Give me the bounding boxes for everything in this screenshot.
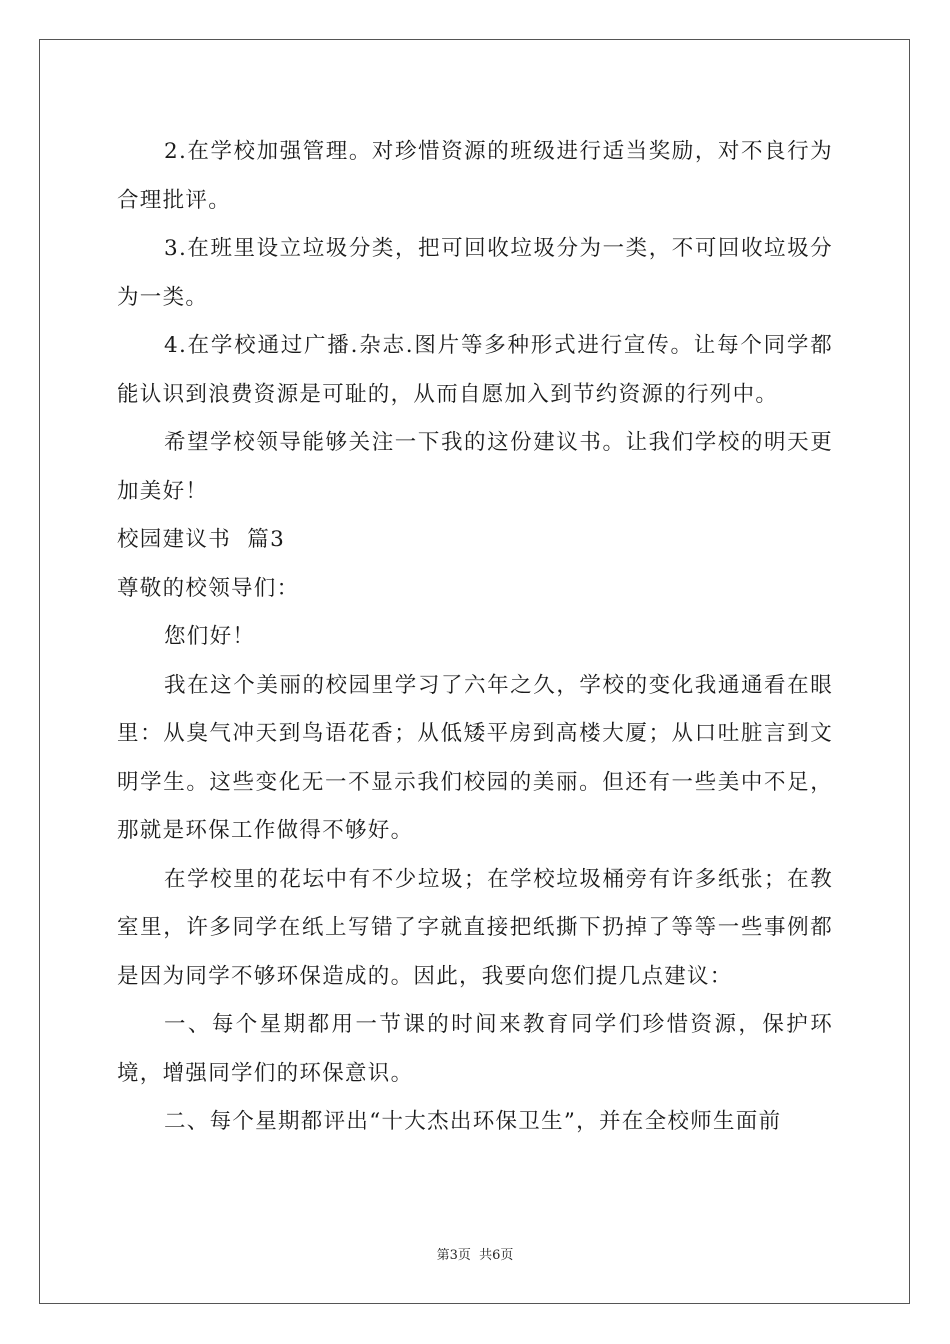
paragraph-suggestion-4: 4.在学校通过广播.杂志.图片等多种形式进行宣传。让每个同学都能认识到浪费资源是可耻的，从而自愿加入到节约资源的行列中。	[117, 333, 833, 407]
page-total: 共6页	[479, 1248, 514, 1263]
paragraph-body-2: 在学校里的花坛中有不少垃圾；在学校垃圾桶旁有许多纸张；在教室里，许多同学在纸上写错了字就直接把纸撕下扔掉了等等一些事例都是因为同学不够环保造成的。因此，我要向您们提几点建议：	[117, 866, 833, 989]
salutation: 尊敬的校领导们：	[117, 575, 300, 601]
paragraph-suggestion-3: 3.在班里设立垃圾分类，把可回收垃圾分为一类，不可回收垃圾分为一类。	[117, 236, 833, 310]
paragraph-suggestion-2: 2.在学校加强管理。对珍惜资源的班级进行适当奖励，对不良行为合理批评。	[117, 139, 833, 213]
paragraph-body-1: 我在这个美丽的校园里学习了六年之久，学校的变化我通通看在眼里：从臭气冲天到鸟语花香；从低矮平房到高楼大厦；从口吐脏言到文明学生。这些变化无一不显示我们校园的美丽。但还有一些美中不足，那就是环保工作做得不够好。	[117, 672, 833, 843]
page-number: 第3页	[436, 1248, 471, 1263]
page-footer	[0, 1244, 950, 1263]
paragraph-body-3: 一、每个星期都用一节课的时间来教育同学们珍惜资源，保护环境，增强同学们的环保意识。	[117, 1012, 833, 1086]
greeting: 您们好！	[164, 624, 256, 649]
paragraph-closing: 希望学校领导能够关注一下我的这份建议书。让我们学校的明天更加美好！	[117, 430, 833, 504]
paragraph-body-4: 二、每个星期都评出“十大杰出环保卫生”，并在全校师生面前	[164, 1109, 782, 1134]
document-body	[117, 128, 833, 1147]
section-title: 校园建议书 篇3	[117, 527, 286, 552]
